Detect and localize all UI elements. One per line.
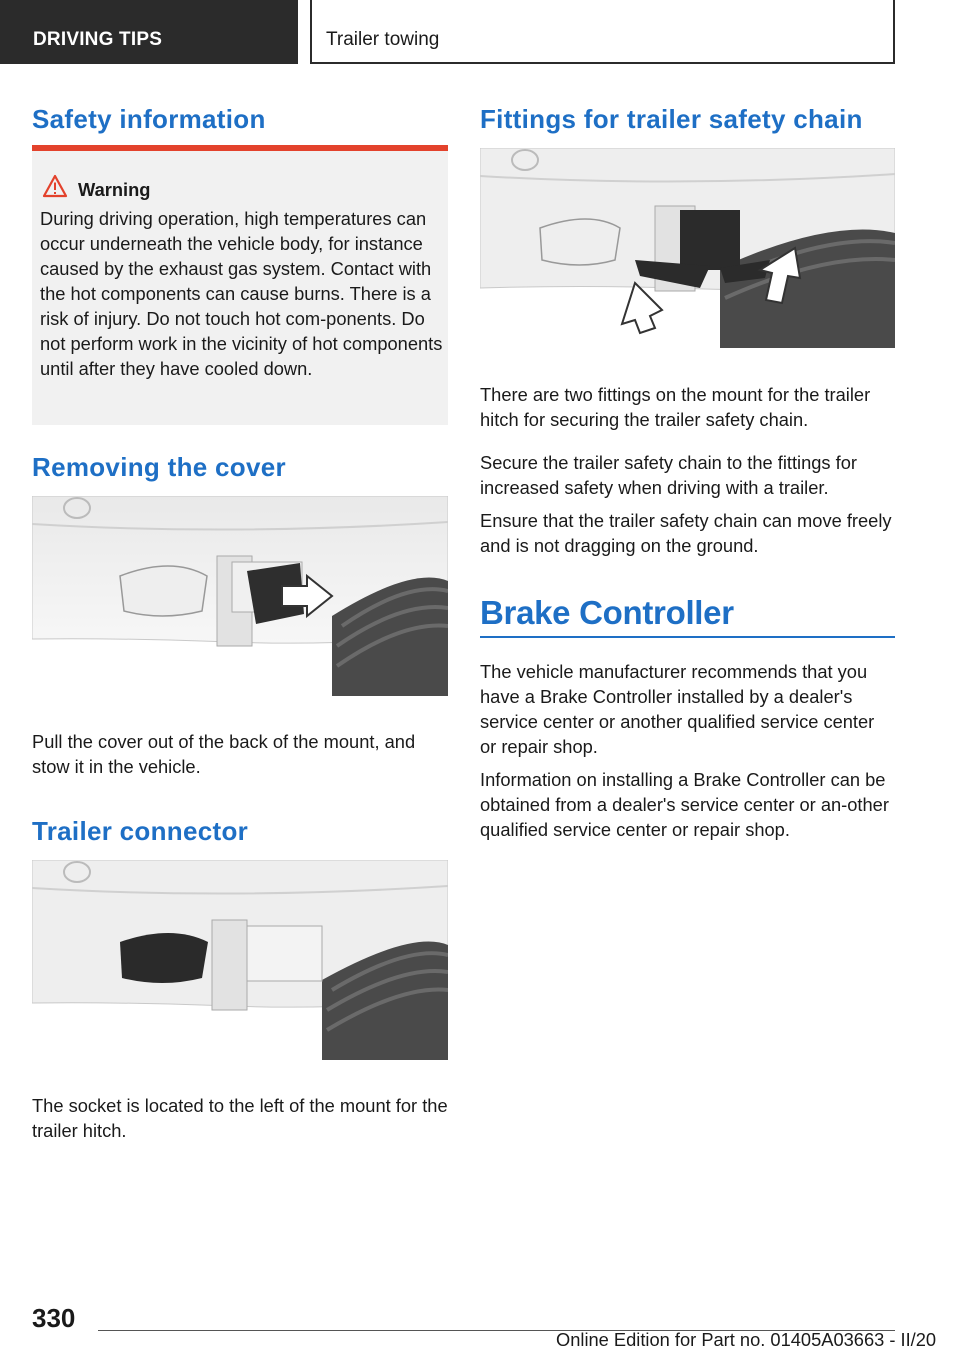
safety-heading: Safety information (32, 104, 266, 134)
removing-cover-text: Pull the cover out of the back of the mount, and stow it in the vehicle. (32, 731, 416, 777)
trailer-connector-heading: Trailer connector (32, 816, 249, 846)
fittings-illustration (480, 148, 895, 348)
page-number: 330 (32, 1303, 76, 1333)
removing-cover-heading: Removing the cover (32, 452, 286, 482)
warning-label: Warning (78, 179, 151, 200)
trailer-connector-illustration (32, 860, 448, 1060)
header-section-label: DRIVING TIPS (0, 0, 298, 64)
warning-triangle-icon (42, 174, 68, 198)
fittings-paragraph-3: Ensure that the trailer safety chain can move freely and is not dragging on the ground. (480, 510, 892, 556)
brake-controller-paragraph-2: Information on installing a Brake Controller can be obtained from a dealer's service center or an-other qualified service center or repair shop. (480, 769, 889, 840)
fittings-paragraph-1: There are two fittings on the mount for the trailer hitch for securing the trailer safety chain. (480, 384, 871, 430)
warning-box (32, 145, 448, 425)
brake-controller-rule (480, 636, 895, 638)
brake-controller-paragraph-1: The vehicle manufacturer recommends that you have a Brake Controller installed by a dealer's service center or another qualified service center or repair shop. (480, 661, 875, 757)
fittings-paragraph-2: Secure the trailer safety chain to the fittings for increased safety when driving with a trailer. (480, 452, 857, 498)
footer-edition-text: Online Edition for Part no. 01405A03663 - II/20 (556, 1329, 937, 1350)
header-topic-label: Trailer towing (310, 0, 895, 64)
removing-cover-illustration (32, 496, 448, 696)
fittings-heading: Fittings for trailer safety chain (480, 104, 863, 134)
trailer-connector-text: The socket is located to the left of the mount for the trailer hitch. (32, 1095, 448, 1141)
warning-text: During driving operation, high temperatures can occur underneath the vehicle body, for instance caused by the exhaust gas system. Contact with the hot components can cause burns. There is a risk of injury. Do not touch hot com-ponents. Do not perform work in the vicinity of hot components until after they have cooled down. (40, 208, 443, 379)
brake-controller-heading: Brake Controller (480, 594, 734, 631)
